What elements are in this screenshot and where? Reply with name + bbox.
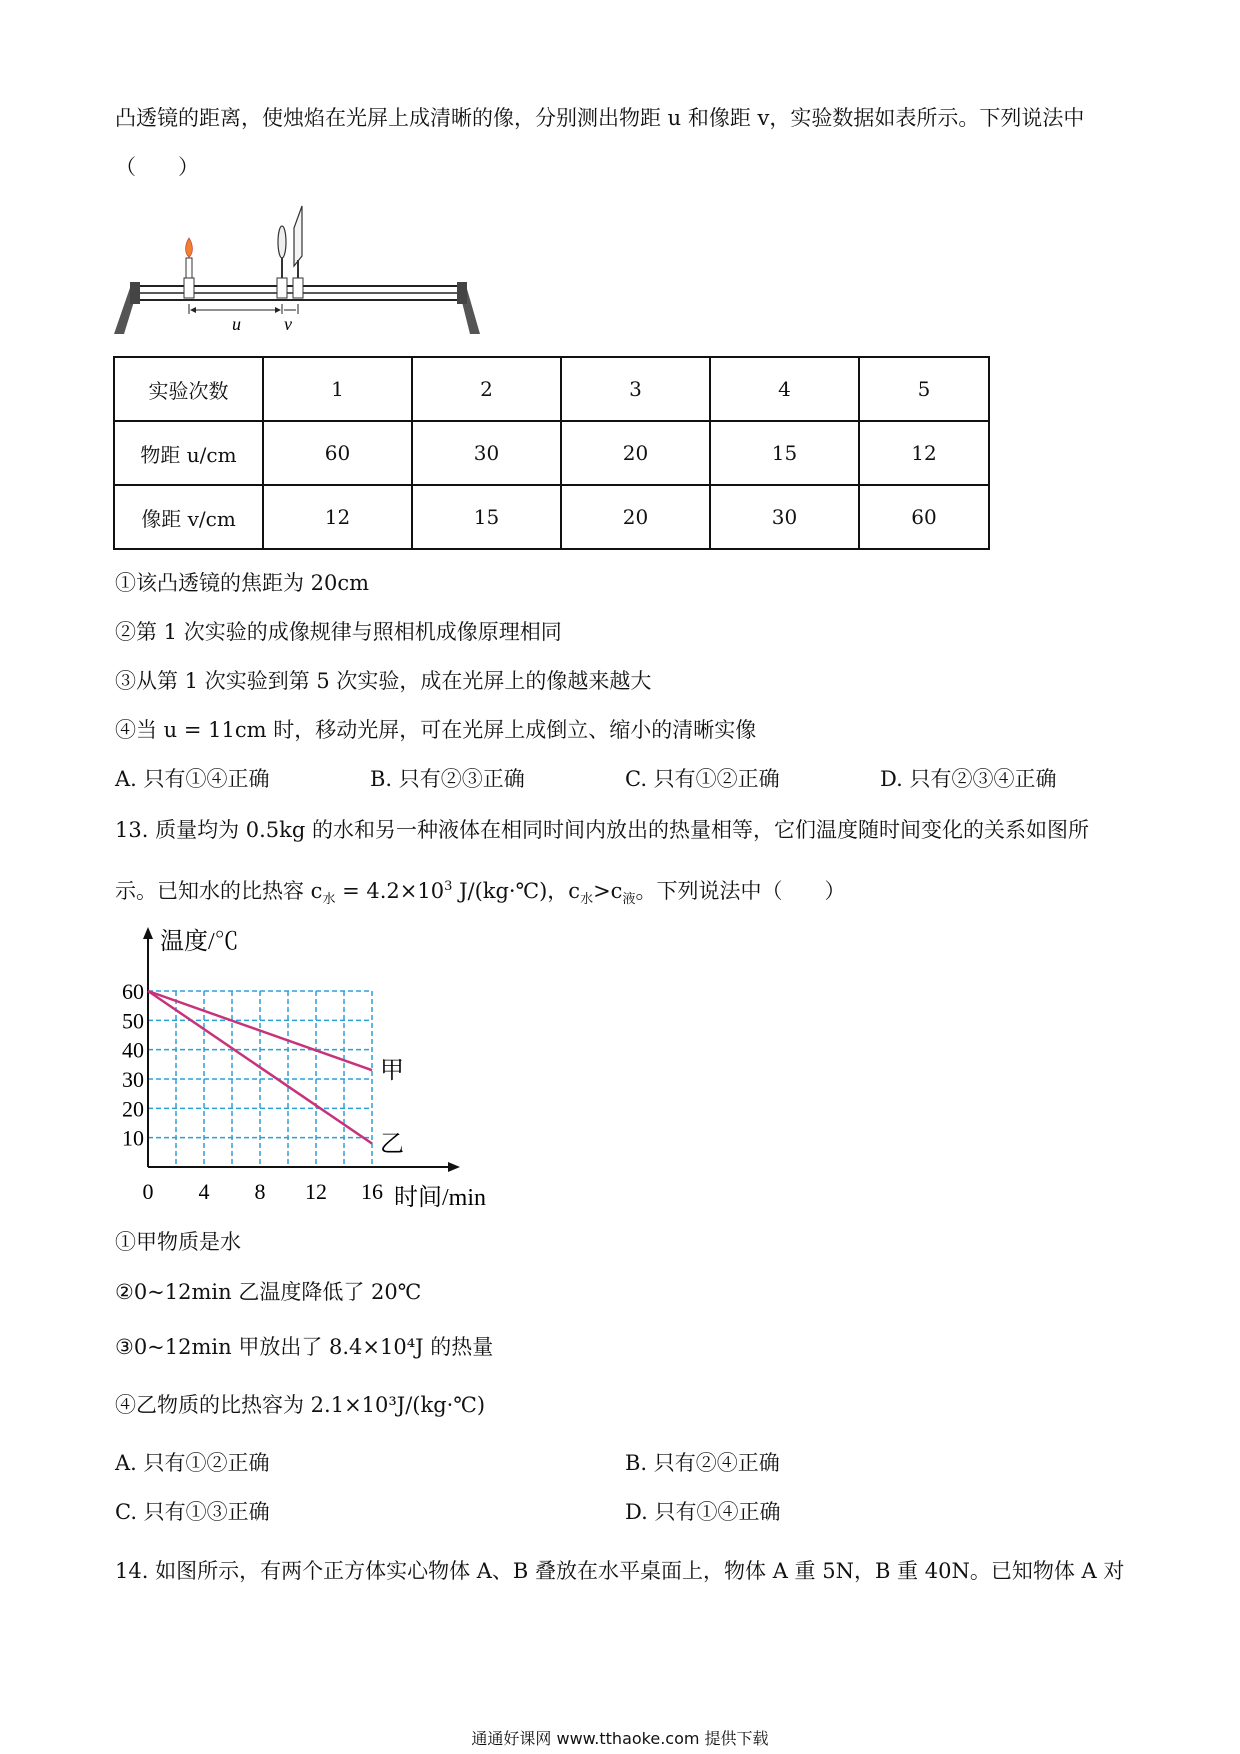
table-cell: 2	[412, 357, 561, 421]
table-cell: 15	[412, 485, 561, 549]
intro-line-1: 凸透镜的距离，使烛焰在光屏上成清晰的像，分别测出物距 u 和像距 v，实验数据如表所示。下列说法中	[115, 106, 1085, 130]
convex-lens-icon	[277, 226, 287, 298]
table-cell: 12	[859, 421, 989, 485]
x-tick-label: 8	[254, 1179, 266, 1204]
optical-bench-diagram	[112, 200, 492, 340]
x-axis-arrow	[448, 1162, 460, 1172]
light-screen-icon	[293, 206, 303, 298]
table-cell: 30	[710, 485, 859, 549]
bench-right-end	[457, 282, 467, 304]
q13-statement-2: ②0~12min 乙温度降低了 20℃	[115, 1280, 422, 1304]
y-axis-arrow	[143, 927, 153, 939]
x-tick-label: 4	[198, 1179, 210, 1204]
x-tick-label: 16	[361, 1179, 383, 1204]
table-cell: 15	[710, 421, 859, 485]
y-tick-label: 40	[122, 1037, 144, 1063]
x-axis-label: 时间/min	[394, 1185, 487, 1211]
q12-option-c: C. 只有①②正确	[625, 767, 780, 791]
q12-option-d: D. 只有②③④正确	[880, 767, 1057, 791]
q13-option-b: B. 只有②④正确	[625, 1451, 780, 1475]
q12-statement-2: ②第 1 次实验的成像规律与照相机成像原理相同	[115, 620, 562, 644]
table-cell: 12	[263, 485, 412, 549]
y-tick-label: 60	[122, 979, 144, 1004]
table-cell: 实验次数	[114, 357, 263, 421]
bench-left-end	[130, 282, 140, 304]
q13-statement-3: ③0~12min 甲放出了 8.4×10⁴J 的热量	[115, 1335, 494, 1359]
table-cell: 20	[561, 421, 710, 485]
series-label-2: 乙	[380, 1131, 404, 1158]
footer-credit: 通通好课网 www.tthaoke.com 提供下载	[471, 1729, 769, 1748]
q13-stem-line-2: 示。已知水的比热容 $c_水 = 4.2\times 10^3$ J/(kg·℃)，$c_水>c_液$。下列说法中（ ）	[115, 879, 846, 908]
temperature-time-chart	[112, 925, 512, 1215]
y-axis-label: 温度/℃	[160, 929, 239, 955]
q12-statement-1: ①该凸透镜的焦距为 20cm	[115, 571, 370, 595]
x-tick-label: 0	[142, 1179, 154, 1204]
candle-icon	[184, 238, 194, 298]
v-label: v	[284, 314, 292, 334]
table-cell: 60	[859, 485, 989, 549]
q14-stem: 14. 如图所示，有两个正方体实心物体 A、B 叠放在水平桌面上，物体 A 重 5N，B 重 40N。已知物体 A 对	[115, 1559, 1125, 1583]
experiment-data-table	[113, 356, 990, 550]
q12-option-a: A. 只有①④正确	[115, 767, 270, 791]
q13-option-c: C. 只有①③正确	[115, 1500, 270, 1524]
q13-option-d: D. 只有①④正确	[625, 1500, 781, 1524]
series-label-1: 甲	[380, 1058, 404, 1085]
table-row	[114, 357, 989, 421]
table-row	[114, 421, 989, 485]
x-tick-label: 12	[305, 1179, 327, 1204]
table-cell: 30	[412, 421, 561, 485]
answer-bracket: （ ）	[115, 155, 199, 179]
table-cell: 60	[263, 421, 412, 485]
table-cell: 物距 u/cm	[114, 421, 263, 485]
table-cell: 1	[263, 357, 412, 421]
q13-stem-line-1: 13. 质量均为 0.5kg 的水和另一种液体在相同时间内放出的热量相等，它们温度随时间变化的关系如图所	[115, 818, 1089, 842]
table-cell: 4	[710, 357, 859, 421]
y-tick-label: 10	[122, 1125, 144, 1151]
y-tick-label: 30	[122, 1067, 144, 1092]
table-cell: 5	[859, 357, 989, 421]
q13-option-a: A. 只有①②正确	[115, 1451, 270, 1475]
q12-statement-4: ④当 u = 11cm 时，移动光屏，可在光屏上成倒立、缩小的清晰实像	[115, 718, 757, 742]
q13-statement-4: ④乙物质的比热容为 2.1×10³J/(kg·℃)	[115, 1393, 486, 1417]
u-label: u	[232, 314, 241, 334]
table-cell: 20	[561, 485, 710, 549]
q12-option-b: B. 只有②③正确	[370, 767, 525, 791]
table-row	[114, 485, 989, 549]
q12-statement-3: ③从第 1 次实验到第 5 次实验，成在光屏上的像越来越大	[115, 669, 652, 693]
table-cell: 像距 v/cm	[114, 485, 263, 549]
y-tick-label: 50	[122, 1008, 144, 1034]
q13-statement-1: ①甲物质是水	[115, 1230, 241, 1254]
y-tick-label: 20	[122, 1096, 144, 1122]
table-cell: 3	[561, 357, 710, 421]
